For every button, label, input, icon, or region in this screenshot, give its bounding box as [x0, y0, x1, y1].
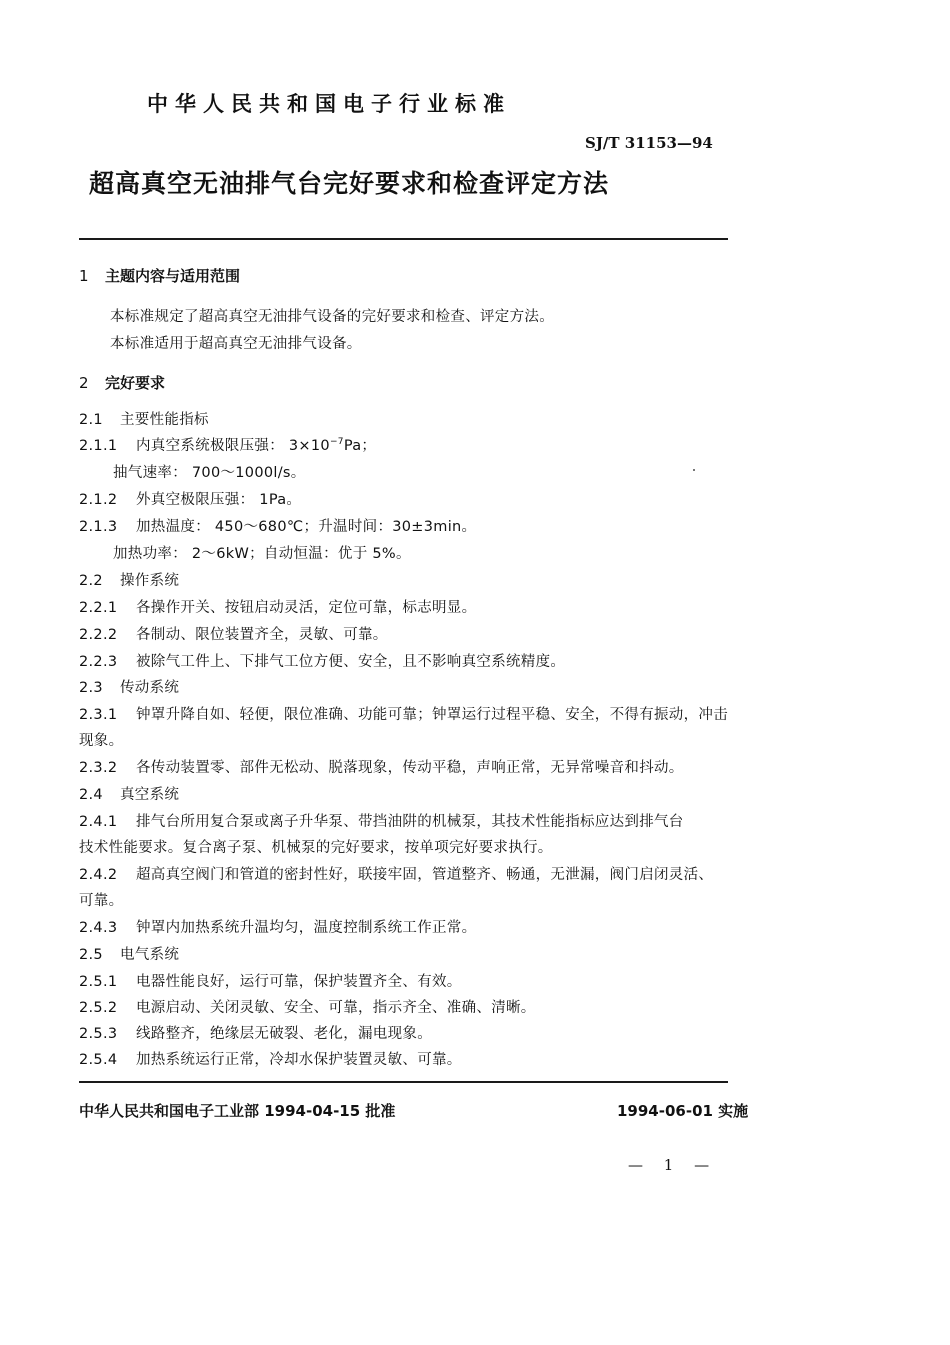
clause-number: 2.4.2 — [79, 867, 118, 883]
clause-text: 线路整齐，绝缘层无破裂、老化，漏电现象。 — [136, 1026, 432, 1042]
top-rule — [79, 238, 728, 240]
clause-number: 2.1.2 — [79, 492, 118, 508]
clause-continuation: 现象。 — [79, 733, 124, 749]
standard-number: SJ/T 31153—94 — [585, 134, 713, 152]
clause-item — [79, 596, 476, 617]
clause-number: 2.2.1 — [79, 600, 118, 616]
clause-heading — [79, 408, 209, 429]
clause-text: 外真空极限压强： 1Pa。 — [136, 492, 302, 508]
clause-text: 加热系统运行正常，冷却水保护装置灵敏、可靠。 — [136, 1052, 462, 1068]
clause-number: 2.3.2 — [79, 760, 118, 776]
clause-number: 2.5.3 — [79, 1026, 118, 1042]
clause-text: 内真空系统极限压强： 3×10 — [136, 438, 330, 454]
clause-number: 2.1 — [79, 412, 103, 428]
clause-item — [79, 434, 376, 455]
clause-text: 电源启动、关闭灵敏、安全、可靠，指示齐全、准确、清晰。 — [136, 1000, 536, 1016]
clause-item — [79, 810, 684, 831]
clause-number: 2.3.1 — [79, 707, 118, 723]
clause-number: 2.2.2 — [79, 627, 118, 643]
clause-heading — [79, 676, 179, 697]
clause-item — [79, 1022, 432, 1043]
exponent: −7 — [329, 437, 344, 447]
clause-number: 2.2 — [79, 573, 103, 589]
clause-text: 钟罩升降自如、轻便，限位准确、功能可靠；钟罩运行过程平稳、安全，不得有振动，冲击 — [136, 707, 728, 723]
clause-text: 电器性能良好，运行可靠，保护装置齐全、有效。 — [136, 974, 462, 990]
clause-number: 2.4.1 — [79, 814, 118, 830]
clause-item — [79, 1048, 462, 1069]
clause-number: 2.1.1 — [79, 438, 118, 454]
clause-heading — [79, 569, 179, 590]
clause-heading — [79, 783, 179, 804]
clause-text: 被除气工件上、下排气工位方便、安全，且不影响真空系统精度。 — [136, 654, 566, 670]
section-title: 主题内容与适用范围 — [105, 267, 241, 285]
section-1-heading — [79, 265, 240, 286]
effective-date: 1994-06-01 实施 — [617, 1102, 749, 1120]
clause-title: 传动系统 — [120, 680, 180, 696]
clause-number: 2.4.3 — [79, 920, 118, 936]
clause-text: 加热温度： 450～680℃；升温时间：30±3min。 — [136, 519, 477, 535]
clause-title: 真空系统 — [120, 787, 180, 803]
clause-continuation: 抽气速率： 700～1000l/s。 — [113, 465, 306, 481]
clause-number: 2.5.2 — [79, 1000, 118, 1016]
clause-number: 2.4 — [79, 787, 103, 803]
clause-number: 2.1.3 — [79, 519, 118, 535]
clause-text-suffix: Pa； — [343, 438, 377, 454]
clause-number: 2.3 — [79, 680, 103, 696]
clause-title: 主要性能指标 — [120, 412, 209, 428]
clause-item — [79, 650, 565, 671]
clause-item — [79, 756, 684, 777]
clause-number: 2.5 — [79, 947, 103, 963]
paragraph: 本标准适用于超高真空无油排气设备。 — [110, 336, 362, 352]
clause-continuation: 可靠。 — [79, 893, 124, 909]
clause-item — [79, 703, 728, 724]
clause-text: 各操作开关、按钮启动灵活，定位可靠，标志明显。 — [136, 600, 477, 616]
clause-text: 各制动、限位装置齐全，灵敏、可靠。 — [136, 627, 388, 643]
document-title: 超高真空无油排气台完好要求和检查评定方法 — [89, 169, 610, 198]
clause-text: 超高真空阀门和管道的密封性好，联接牢固，管道整齐、畅通，无泄漏，阀门启闭灵活、 — [136, 867, 714, 883]
clause-text: 排气台所用复合泵或离子升华泵、带挡油阱的机械泵，其技术性能指标应达到排气台 — [136, 814, 684, 830]
clause-text: 各传动装置零、部件无松动、脱落现象，传动平稳，声响正常，无异常噪音和抖动。 — [136, 760, 684, 776]
clause-item — [79, 623, 388, 644]
section-2-heading — [79, 372, 165, 393]
clause-item — [79, 863, 713, 884]
clause-heading — [79, 943, 179, 964]
clause-text: 钟罩内加热系统升温均匀，温度控制系统工作正常。 — [136, 920, 477, 936]
paragraph: 本标准规定了超高真空无油排气设备的完好要求和检查、评定方法。 — [110, 309, 554, 325]
clause-number: 2.5.1 — [79, 974, 118, 990]
clause-item — [79, 488, 301, 509]
approval-line: 中华人民共和国电子工业部 1994-04-15 批准 — [79, 1102, 396, 1120]
issuing-org-title: 中华人民共和国电子行业标准 — [147, 92, 511, 116]
section-number: 1 — [79, 267, 89, 285]
clause-item — [79, 515, 476, 536]
clause-title: 操作系统 — [120, 573, 180, 589]
clause-number: 2.5.4 — [79, 1052, 118, 1068]
scan-speck — [693, 469, 695, 471]
clause-continuation: 技术性能要求。复合离子泵、机械泵的完好要求，按单项完好要求执行。 — [79, 840, 553, 856]
clause-title: 电气系统 — [120, 947, 180, 963]
clause-item — [79, 916, 476, 937]
page-number: — 1 — — [628, 1156, 718, 1174]
bottom-rule — [79, 1081, 728, 1083]
clause-continuation: 加热功率： 2～6kW；自动恒温：优于 5%。 — [113, 546, 411, 562]
clause-number: 2.2.3 — [79, 654, 118, 670]
clause-item — [79, 970, 462, 991]
section-title: 完好要求 — [105, 374, 166, 392]
section-number: 2 — [79, 374, 89, 392]
clause-item — [79, 996, 536, 1017]
